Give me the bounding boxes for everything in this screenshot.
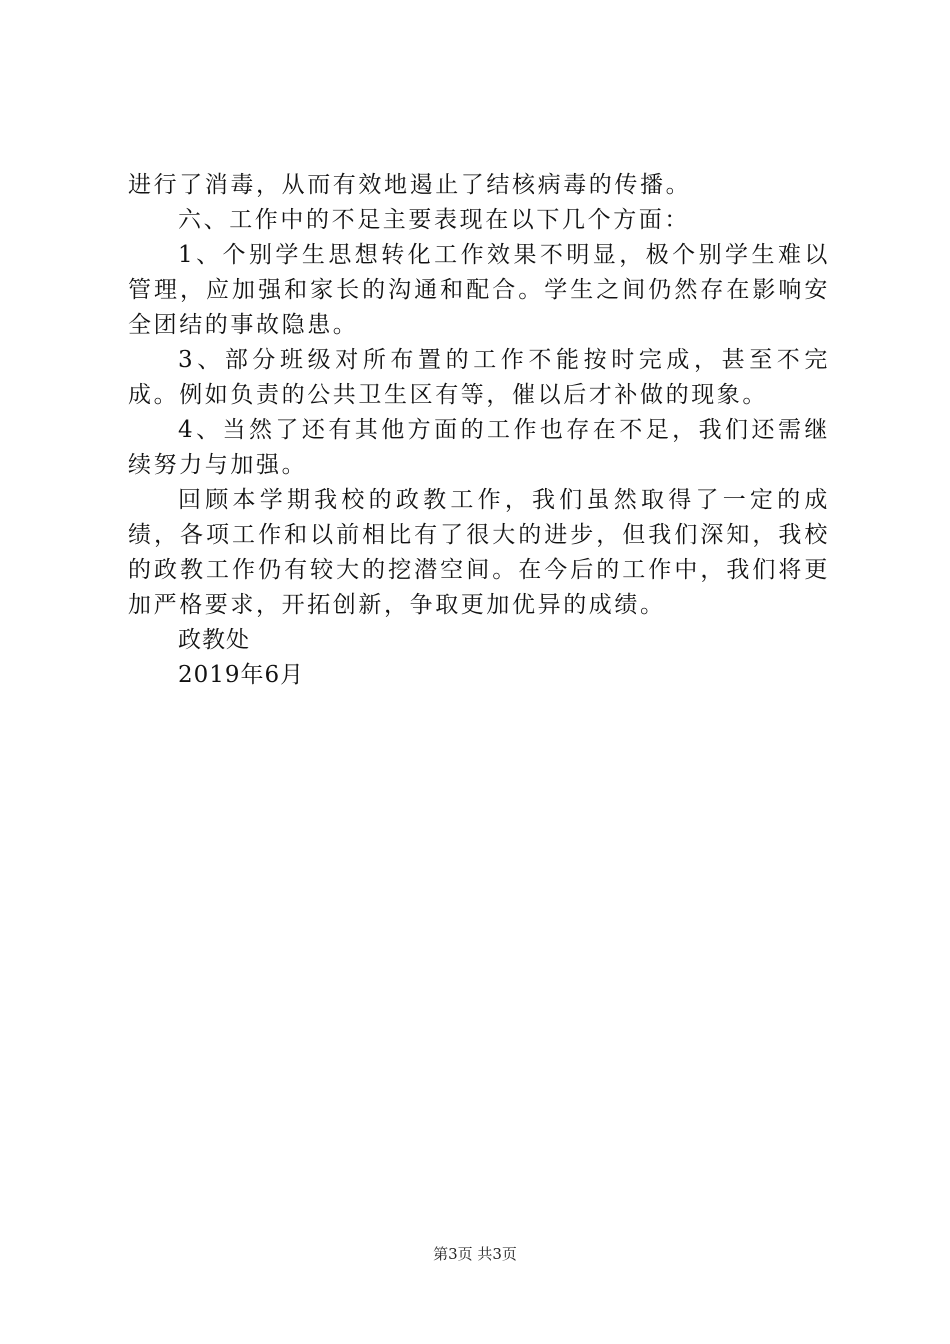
document-date: 2019年6月 <box>178 662 305 688</box>
paragraph-section-heading: 六、工作中的不足主要表现在以下几个方面： <box>178 207 690 233</box>
paragraph-conclusion: 回顾本学期我校的政教工作，我们虽然取得了一定的成绩，各项工作和以前相比有了很大的进步，但我们深知，我校的政教工作仍有较大的挖潜空间。在今后的工作中，我们将更加严格要求，开拓创新，争取更加优异的成绩。 <box>128 487 830 618</box>
signature: 政教处 <box>178 627 250 653</box>
page-number-footer: 第3页 共3页 <box>433 1245 517 1263</box>
paragraph-continuation: 进行了消毒，从而有效地遏止了结核病毒的传播。 <box>128 172 692 198</box>
paragraph-item-1: 1、个别学生思想转化工作效果不明显，极个别学生难以管理，应加强和家长的沟通和配合。学生之间仍然存在影响安全团结的事故隐患。 <box>128 242 830 338</box>
paragraph-item-3: 3、部分班级对所布置的工作不能按时完成，甚至不完成。例如负责的公共卫生区有等，催以后才补做的现象。 <box>128 347 830 408</box>
paragraph-item-4: 4、当然了还有其他方面的工作也存在不足，我们还需继续努力与加强。 <box>128 417 830 478</box>
document-body <box>128 168 830 693</box>
